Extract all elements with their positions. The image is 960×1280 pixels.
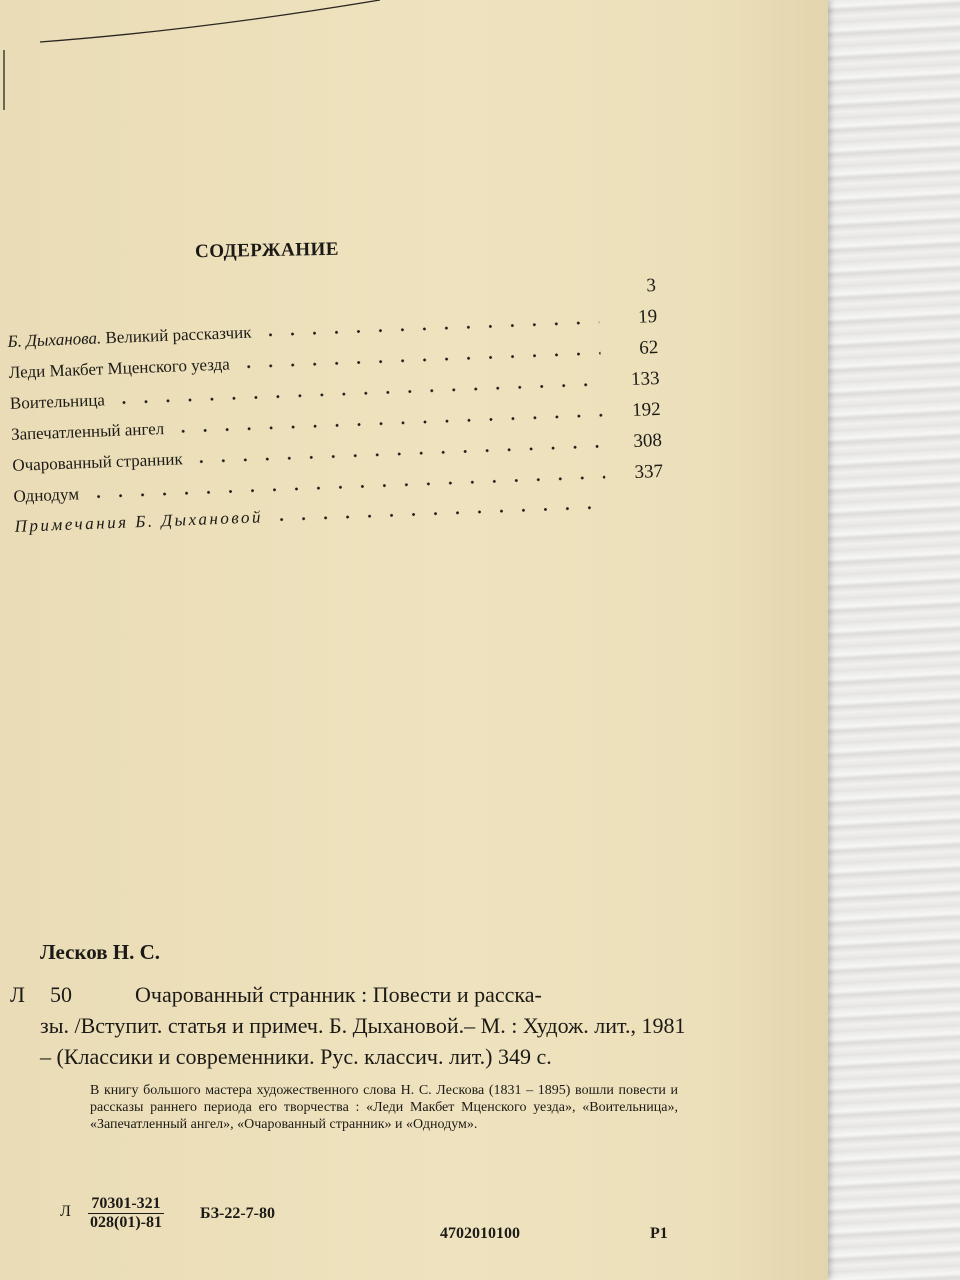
toc-leader-dots	[271, 505, 606, 522]
toc-entry-page: 3	[646, 275, 657, 297]
toc-entry-page: 192	[631, 398, 662, 422]
index-fraction	[88, 1195, 164, 1232]
footer-letter: Л	[60, 1203, 71, 1220]
fraction-denominator: 028(01)-81	[90, 1214, 162, 1231]
description-rest: зы. /Вступит. статья и примеч. Б. Дыхановой.– М. : Худож. лит., 1981 – (Классики и современники. Рус. классич. лит.) 349 с.	[40, 1013, 686, 1069]
fraction-numerator: 70301-321	[88, 1195, 164, 1214]
toc-entry-author: Б. Дыханова.	[7, 328, 102, 351]
toc-entry-page: 62	[638, 337, 659, 359]
toc-entry-page: 19	[637, 306, 658, 328]
catalog-number: 4702010100	[440, 1225, 520, 1242]
toc-entry-page	[614, 507, 664, 509]
toc-entry-title	[13, 484, 79, 506]
toc-entry-title-text: Однодум	[13, 484, 80, 506]
toc-entry-title	[11, 419, 165, 445]
imprint-codes	[60, 1195, 680, 1245]
toc-leader-dots	[113, 382, 602, 405]
toc-entry-title-text: Великий рассказчик	[105, 322, 252, 348]
imprint-mark: Р1	[650, 1225, 668, 1242]
toc-leader-dots	[191, 444, 604, 464]
toc-entry-page: 308	[632, 429, 663, 453]
call-number: 50	[50, 982, 72, 1007]
call-letter: Л	[10, 982, 25, 1007]
toc-entry-title	[10, 390, 106, 414]
annotation: В книгу большого мастера художественного слова Н. С. Лескова (1831 – 1895) вошли повести и рассказы раннего периода его творчества : «Леди Макбет Мценского уезда», «Воительница», «Запечатленный ангел», «Очарованный странник» и «Однодум».	[90, 1083, 678, 1132]
bibliographic-record	[10, 940, 690, 1133]
toc-leader-dots	[238, 351, 601, 369]
description-first-line: Очарованный странник : Повести и расска-	[135, 982, 542, 1007]
toc-entry-title-text: Воительница	[9, 390, 106, 413]
decorative-rule	[0, 0, 828, 110]
toc-heading: СОДЕРЖАНИЕ	[194, 238, 340, 263]
toc-leader-dots	[172, 413, 603, 434]
toc-entry-title-text: Леди Макбет Мценского уезда	[8, 354, 231, 382]
record-author: Лесков Н. С.	[40, 940, 161, 964]
toc-entry-title-text: Запечатленный ангел	[10, 419, 165, 444]
record-description	[10, 979, 690, 1072]
toc-entry-page: 133	[630, 367, 660, 391]
plan-code: БЗ-22-7-80	[200, 1205, 276, 1222]
wooden-table-background	[818, 0, 960, 1280]
toc-entry-title-text: Очарованный странник	[11, 449, 184, 475]
toc-entry-title	[12, 449, 183, 476]
toc-entry-title-text: Примечания Б. Дыхановой	[14, 507, 264, 536]
table-of-contents	[6, 275, 665, 548]
toc-leader-dots	[259, 320, 599, 337]
toc-entry-page: 337	[634, 460, 664, 483]
